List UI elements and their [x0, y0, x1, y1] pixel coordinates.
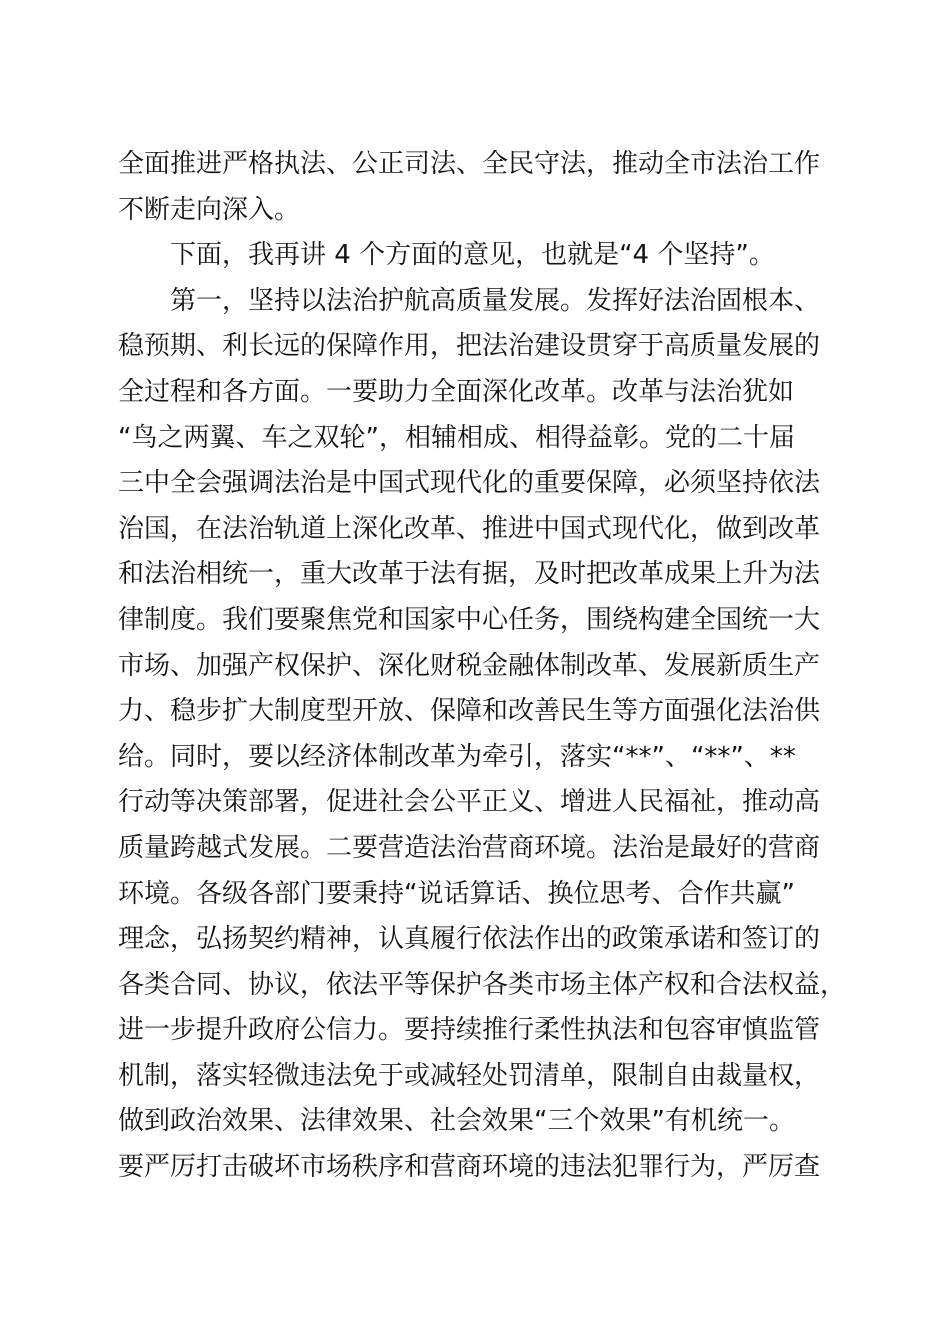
- body-text: [118, 142, 847, 1191]
- text-line: 全过程和各方面。一要助力全面深化改革。改革与法治犹如: [118, 376, 795, 407]
- text-line: 各类合同、协议，依法平等保护各类市场主体产权和合法权益，: [118, 969, 847, 1000]
- text-line: 稳预期、利长远的保障作用，把法治建设贯穿于高质量发展的: [118, 331, 821, 362]
- text-line: 要严厉打击破坏市场秩序和营商环境的违法犯罪行为，严厉查: [118, 1152, 821, 1183]
- text-line: 下面，我再讲 4 个方面的意见，也就是“4 个坚持”。: [170, 240, 775, 271]
- text-line: 给。同时，要以经济体制改革为牵引，落实“**”、“**”、**: [118, 741, 796, 772]
- text-line: 全面推进严格执法、公正司法、全民守法，推动全市法治工作: [118, 149, 821, 179]
- text-line: 行动等决策部署，促进社会公平正义、增进人民福祉，推动高: [118, 787, 821, 818]
- text-line: 三中全会强调法治是中国式现代化的重要保障，必须坚持依法: [118, 468, 821, 499]
- text-line: 环境。各级各部门要秉持“说话算话、换位思考、合作共赢”: [118, 878, 795, 909]
- text-line: 做到政治效果、法律效果、社会效果“三个效果”有机统一。: [118, 1106, 795, 1137]
- text-line: 市场、加强产权保护、深化财税金融体制改革、发展新质生产: [118, 650, 821, 681]
- text-line: 第一，坚持以法治护航高质量发展。发挥好法治固根本、: [170, 285, 821, 316]
- text-line: 和法治相统一，重大改革于法有据，及时把改革成果上升为法: [118, 559, 821, 590]
- text-line: 机制，落实轻微违法免于或减轻处罚清单，限制自由裁量权，: [118, 1060, 821, 1091]
- text-line: 治国，在法治轨道上深化改革、推进中国式现代化，做到改革: [118, 513, 821, 544]
- text-line: 理念，弘扬契约精神，认真履行依法作出的政策承诺和签订的: [118, 924, 821, 955]
- text-line: 进一步提升政府公信力。要持续推行柔性执法和包容审慎监管: [118, 1015, 821, 1046]
- text-line: “鸟之两翼、车之双轮”，相辅相成、相得益彰。党的二十届: [118, 422, 795, 453]
- text-line: 质量跨越式发展。二要营造法治营商环境。法治是最好的营商: [118, 832, 821, 863]
- text-line: 力、稳步扩大制度型开放、保障和改善民生等方面强化法治供: [118, 696, 821, 727]
- text-line: 不断走向深入。: [118, 194, 301, 225]
- text-line: 律制度。我们要聚焦党和国家中心任务，围绕构建全国统一大: [118, 604, 821, 635]
